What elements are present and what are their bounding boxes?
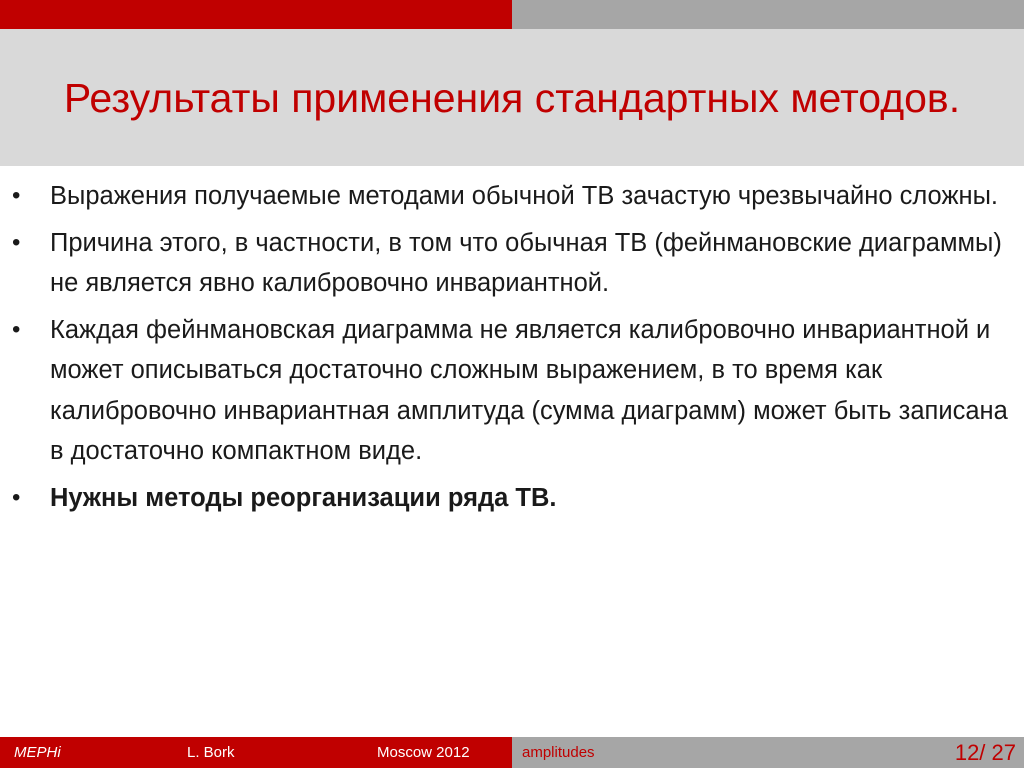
bullet-item-4 — [12, 478, 1012, 519]
bullet-dot-icon: • — [12, 315, 21, 343]
bullet-text: Причина этого, в частности, в том что обычная ТВ (фейнмановские диаграммы) не является явно калибровочно инвариантной. — [50, 228, 1002, 297]
bullet-item-2 — [12, 223, 1012, 304]
top-bar-gray — [512, 0, 1024, 29]
bullet-text: Каждая фейнмановская диаграмма не является калибровочно инвариантной и может описываться достаточно сложным выражением, в то время как калибровочно инвариантная амплитуда (сумма диаграмм) может быть записана в достаточно компактном виде. — [50, 315, 1008, 465]
bullet-text: Нужны методы реорганизации ряда ТВ. — [50, 483, 557, 512]
page-number: 12/ 27 — [954, 740, 1016, 765]
bullet-dot-icon: • — [12, 483, 21, 511]
title-band — [0, 29, 1024, 166]
top-bar-red — [0, 0, 512, 29]
bullet-dot-icon: • — [12, 182, 21, 209]
bullet-dot-icon: • — [12, 228, 21, 256]
bullet-text: Выражения получаемые методами обычной ТВ зачастую чрезвычайно сложны. — [50, 182, 998, 210]
slide-title: Результаты применения стандартных методов. — [63, 74, 961, 121]
bullet-item-1 — [12, 176, 1012, 217]
footer-right — [512, 737, 1024, 768]
footer-organization: MEPHi — [14, 744, 61, 761]
footer-place-year: Moscow 2012 — [377, 744, 470, 761]
footer-author: L. Bork — [187, 744, 235, 761]
slide-content — [12, 176, 1012, 524]
bullet-list — [12, 176, 1012, 518]
footer-topic: amplitudes — [522, 744, 595, 761]
footer-left — [0, 737, 512, 768]
bullet-item-3 — [12, 310, 1012, 472]
